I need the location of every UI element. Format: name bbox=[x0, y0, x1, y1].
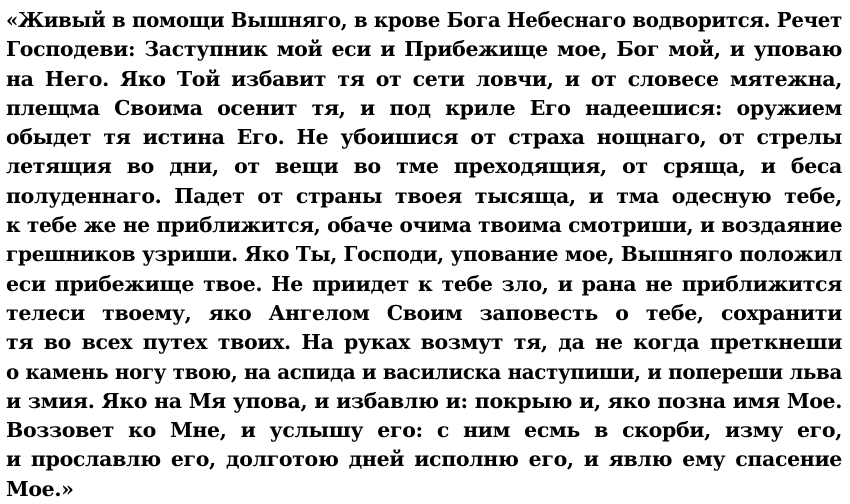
text-line-16: и прославлю его, долготою дней исполню его, и явлю ему спасение bbox=[6, 447, 842, 472]
text-line-2: Господеви: Заступник мой еси и Прибежище мое, Бог мой, и уповаю bbox=[6, 37, 842, 62]
text-line-6: летящия во дни, от вещи во тме преходящия, от сряща, и беса bbox=[6, 154, 842, 179]
text-line-5: обыдет тя истина Его. Не убоишися от страха нощнаго, от стрелы bbox=[6, 125, 842, 150]
text-line-8: к тебе же не приближится, обаче очима твоима смотриши, и воздаяние bbox=[6, 213, 843, 238]
text-line-4: плещма Своима осенит тя, и под криле Его надеешися: оружием bbox=[6, 95, 842, 120]
text-line-1: «Живый в помощи Вышняго, в крове Бога Небеснаго водворится. Речет bbox=[6, 8, 842, 32]
text-line-15: Воззовет ко Мне, и услышу его: с ним есмь в скорби, изму его, bbox=[6, 418, 842, 443]
text-line-12: тя во всех путех твоих. На руках возмут тя, да не когда преткнеши bbox=[6, 330, 842, 355]
text-line-3: на Него. Яко Той избавит тя от сети ловчи, и от словесе мятежна, bbox=[6, 66, 842, 91]
text-line-10: еси прибежище твое. Не приидет к тебе зло, и рана не приближится bbox=[6, 271, 842, 296]
text-line-9: грешников узриши. Яко Ты, Господи, упование мое, Вышняго положил bbox=[6, 242, 842, 267]
text-line-17: Мое.» bbox=[6, 476, 74, 501]
text-line-11: телеси твоему, яко Ангелом Своим заповесть о тебе, сохранити bbox=[6, 300, 842, 325]
text-line-13: о камень ногу твою, на аспида и василиска наступиши, и попереши льва bbox=[6, 359, 842, 384]
text-line-7: полуденнаго. Падет от страны твоея тысяща, и тма одесную тебе, bbox=[6, 183, 842, 208]
text-line-14: и змия. Яко на Мя упова, и избавлю и: покрыю и, яко позна имя Мое. bbox=[6, 388, 842, 413]
psalm-text-block bbox=[6, 6, 844, 501]
